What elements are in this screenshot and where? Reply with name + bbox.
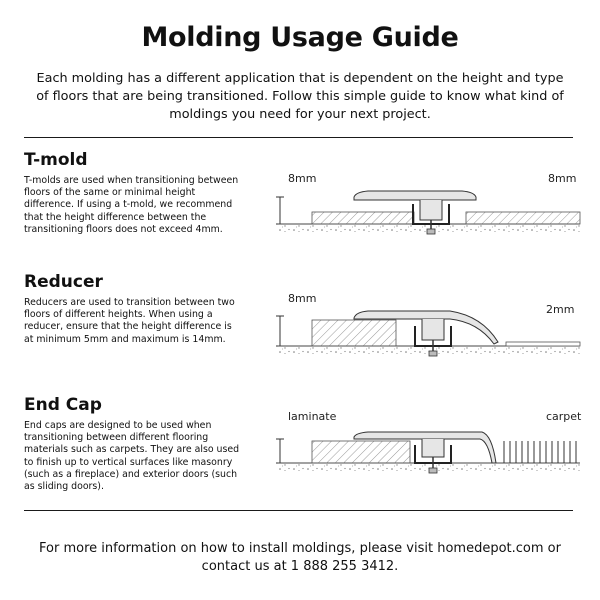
height-marker-left	[276, 197, 284, 224]
section-text: T-molds are used when transitioning between floors of the same or minimal height difference. If using a t-mold, we recommend that the height difference between the transitioning floors does not exceed 4mm.	[24, 175, 239, 235]
left-height-label: 8mm	[288, 172, 317, 185]
section-title: Reducer	[24, 272, 103, 292]
right-height-label: 8mm	[548, 172, 577, 185]
intro-text: Each molding has a different application that is dependent on the height and type of floors that are being transitioned. Follow this simple guide to know what kind of moldings you need for your next project.	[36, 71, 564, 122]
floor-laminate	[312, 441, 410, 463]
footer-text: For more information on how to install moldings, please visit homedepot.com or contact us at 1 888 255 3412.	[39, 541, 561, 574]
page-title: Molding Usage Guide	[141, 22, 459, 53]
floor-left-thick	[312, 320, 396, 346]
right-height-label: 2mm	[546, 303, 575, 316]
section-reducer	[24, 272, 576, 346]
divider-top	[24, 137, 573, 138]
floor-right-thin	[506, 342, 580, 346]
section-text: Reducers are used to transition between two floors of different heights. When using a reducer, ensure that the height difference is at minimum 5mm and maximum is 14mm.	[24, 297, 235, 345]
floor-right	[466, 212, 580, 224]
left-height-label: 8mm	[288, 292, 317, 305]
divider-bottom	[24, 510, 573, 511]
section-title: End Cap	[24, 395, 102, 415]
right-material-label: carpet	[546, 410, 582, 423]
floor-left	[312, 212, 414, 224]
section-t-mold	[24, 150, 576, 236]
section-end-cap	[24, 395, 582, 493]
carpet-fibers	[504, 441, 576, 463]
reducer-diagram	[250, 272, 580, 372]
t-mold-diagram	[250, 150, 580, 250]
section-title: T-mold	[24, 150, 88, 170]
left-material-label: laminate	[288, 410, 337, 423]
height-marker-left	[276, 439, 284, 463]
height-marker-left	[276, 316, 284, 346]
section-text: End caps are designed to be used when transitioning between different flooring materials such as carpets. They are also used to finish up to vertical surfaces like masonry (such as a fireplace) and exterior doors (such as sliding doors).	[24, 420, 240, 493]
end-cap-diagram	[250, 395, 580, 495]
